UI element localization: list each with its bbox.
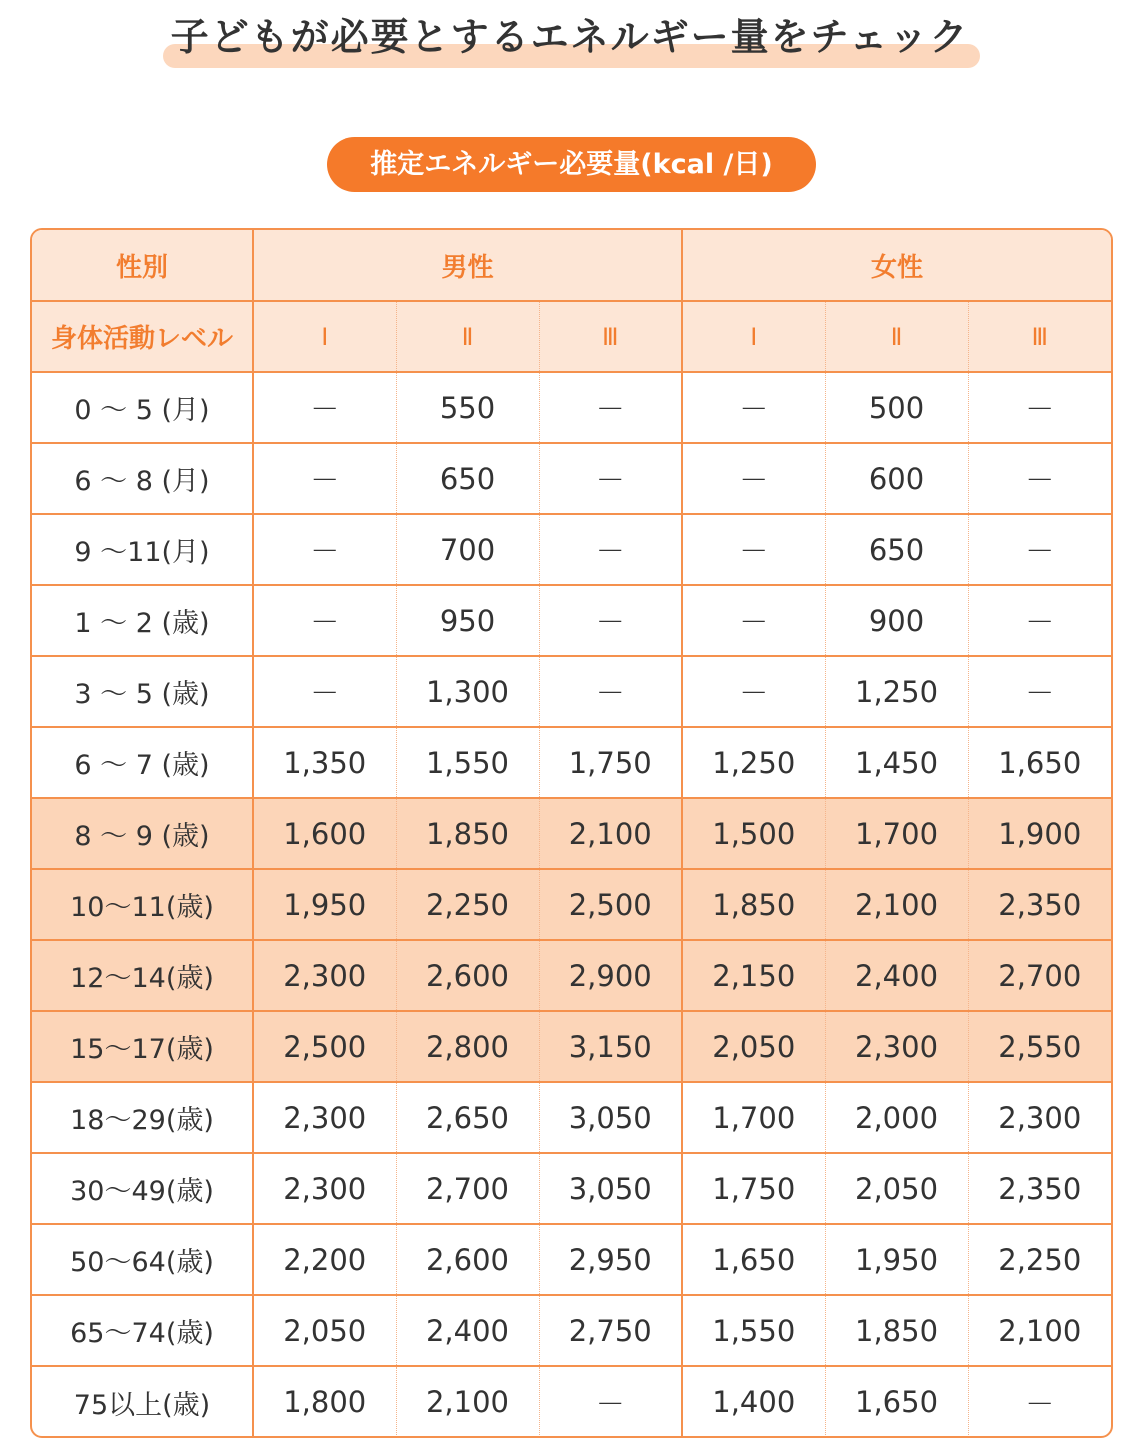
value-cell: 1,450 (825, 727, 968, 798)
value-cell: － (253, 443, 396, 514)
age-cell: 6 〜 8 (月) (32, 443, 253, 514)
age-cell: 8 〜 9 (歳) (32, 798, 253, 869)
value-cell: 550 (396, 372, 539, 443)
page-title-area (0, 0, 1140, 80)
value-cell: 2,350 (968, 869, 1111, 940)
value-cell: 3,050 (539, 1082, 682, 1153)
age-cell: 0 〜 5 (月) (32, 372, 253, 443)
value-cell: 2,050 (253, 1295, 396, 1366)
age-cell: 12〜14(歳) (32, 940, 253, 1011)
value-cell: 1,850 (396, 798, 539, 869)
header-row-level (32, 301, 1111, 372)
value-cell: 600 (825, 443, 968, 514)
value-cell: － (682, 443, 825, 514)
value-cell: － (682, 372, 825, 443)
value-cell: 2,500 (539, 869, 682, 940)
value-cell: 2,100 (968, 1295, 1111, 1366)
value-cell: 1,700 (682, 1082, 825, 1153)
value-cell: 2,300 (253, 940, 396, 1011)
value-cell: 2,100 (539, 798, 682, 869)
table-row (32, 443, 1111, 514)
table-row (32, 1011, 1111, 1082)
age-cell: 75以上(歳) (32, 1366, 253, 1437)
age-cell: 50〜64(歳) (32, 1224, 253, 1295)
value-cell: 2,400 (825, 940, 968, 1011)
value-cell: 2,350 (968, 1153, 1111, 1224)
age-cell: 6 〜 7 (歳) (32, 727, 253, 798)
value-cell: 2,150 (682, 940, 825, 1011)
header-female-level-3: Ⅲ (968, 301, 1111, 372)
age-cell: 10〜11(歳) (32, 869, 253, 940)
table-row (32, 1295, 1111, 1366)
age-cell: 3 〜 5 (歳) (32, 656, 253, 727)
value-cell: 1,300 (396, 656, 539, 727)
age-cell: 15〜17(歳) (32, 1011, 253, 1082)
age-cell: 1 〜 2 (歳) (32, 585, 253, 656)
value-cell: － (539, 1366, 682, 1437)
header-level-label: 身体活動レベル (32, 301, 253, 372)
value-cell: － (968, 585, 1111, 656)
value-cell: － (253, 372, 396, 443)
table-row (32, 798, 1111, 869)
value-cell: 1,400 (682, 1366, 825, 1437)
page-title: 子どもが必要とするエネルギー量をチェック (170, 15, 970, 59)
value-cell: － (968, 656, 1111, 727)
value-cell: 2,250 (396, 869, 539, 940)
value-cell: 650 (396, 443, 539, 514)
value-cell: 2,300 (253, 1153, 396, 1224)
value-cell: 1,950 (825, 1224, 968, 1295)
value-cell: 1,850 (825, 1295, 968, 1366)
value-cell: 1,650 (825, 1366, 968, 1437)
value-cell: 1,700 (825, 798, 968, 869)
table-row (32, 1153, 1111, 1224)
value-cell: 1,350 (253, 727, 396, 798)
header-male: 男性 (253, 230, 682, 301)
header-female: 女性 (682, 230, 1111, 301)
table-row (32, 1366, 1111, 1437)
value-cell: － (682, 656, 825, 727)
table-row (32, 869, 1111, 940)
value-cell: 3,050 (539, 1153, 682, 1224)
value-cell: 2,750 (539, 1295, 682, 1366)
value-cell: 650 (825, 514, 968, 585)
value-cell: 700 (396, 514, 539, 585)
value-cell: 2,500 (253, 1011, 396, 1082)
table-row (32, 585, 1111, 656)
value-cell: － (539, 656, 682, 727)
header-female-level-1: Ⅰ (682, 301, 825, 372)
age-cell: 18〜29(歳) (32, 1082, 253, 1153)
value-cell: 2,200 (253, 1224, 396, 1295)
table-row (32, 1224, 1111, 1295)
value-cell: － (539, 372, 682, 443)
value-cell: 1,500 (682, 798, 825, 869)
table-row (32, 514, 1111, 585)
header-female-level-2: Ⅱ (825, 301, 968, 372)
value-cell: 2,550 (968, 1011, 1111, 1082)
value-cell: 1,550 (396, 727, 539, 798)
header-row-sex (32, 230, 1111, 301)
table-row (32, 727, 1111, 798)
table-caption-pill: 推定エネルギー必要量(kcal /日) (327, 137, 816, 192)
value-cell: 2,050 (825, 1153, 968, 1224)
value-cell: 2,800 (396, 1011, 539, 1082)
value-cell: － (539, 443, 682, 514)
value-cell: － (253, 656, 396, 727)
value-cell: － (968, 372, 1111, 443)
energy-requirement-table (32, 230, 1111, 1437)
table-body (32, 372, 1111, 1437)
age-cell: 30〜49(歳) (32, 1153, 253, 1224)
value-cell: 1,850 (682, 869, 825, 940)
value-cell: 1,250 (682, 727, 825, 798)
value-cell: 1,800 (253, 1366, 396, 1437)
value-cell: － (539, 585, 682, 656)
value-cell: 2,300 (968, 1082, 1111, 1153)
age-cell: 65〜74(歳) (32, 1295, 253, 1366)
age-cell: 9 〜11(月) (32, 514, 253, 585)
value-cell: 900 (825, 585, 968, 656)
value-cell: 2,250 (968, 1224, 1111, 1295)
value-cell: － (682, 514, 825, 585)
value-cell: 2,650 (396, 1082, 539, 1153)
value-cell: 3,150 (539, 1011, 682, 1082)
value-cell: － (968, 514, 1111, 585)
value-cell: 2,700 (396, 1153, 539, 1224)
value-cell: 1,750 (682, 1153, 825, 1224)
table-row (32, 656, 1111, 727)
value-cell: 2,050 (682, 1011, 825, 1082)
value-cell: 1,600 (253, 798, 396, 869)
table-row (32, 940, 1111, 1011)
table-row (32, 372, 1111, 443)
value-cell: 2,600 (396, 1224, 539, 1295)
value-cell: 2,300 (825, 1011, 968, 1082)
energy-table-container (30, 228, 1113, 1438)
value-cell: － (253, 585, 396, 656)
value-cell: 2,100 (396, 1366, 539, 1437)
value-cell: － (539, 514, 682, 585)
value-cell: 2,600 (396, 940, 539, 1011)
header-male-level-1: Ⅰ (253, 301, 396, 372)
header-sex-label: 性別 (32, 230, 253, 301)
value-cell: 1,650 (682, 1224, 825, 1295)
value-cell: － (682, 585, 825, 656)
value-cell: 2,300 (253, 1082, 396, 1153)
value-cell: － (253, 514, 396, 585)
header-male-level-3: Ⅲ (539, 301, 682, 372)
value-cell: 1,650 (968, 727, 1111, 798)
value-cell: 1,750 (539, 727, 682, 798)
value-cell: 2,100 (825, 869, 968, 940)
value-cell: 1,950 (253, 869, 396, 940)
header-male-level-2: Ⅱ (396, 301, 539, 372)
value-cell: 2,900 (539, 940, 682, 1011)
value-cell: 500 (825, 372, 968, 443)
value-cell: 1,900 (968, 798, 1111, 869)
value-cell: － (1025, 1386, 1055, 1421)
value-cell: 2,950 (539, 1224, 682, 1295)
value-cell: 1,550 (682, 1295, 825, 1366)
value-cell: 2,000 (825, 1082, 968, 1153)
value-cell: 950 (396, 585, 539, 656)
value-cell: 1,250 (825, 656, 968, 727)
value-cell: 2,400 (396, 1295, 539, 1366)
value-cell: 2,700 (968, 940, 1111, 1011)
table-row (32, 1082, 1111, 1153)
value-cell: － (968, 443, 1111, 514)
